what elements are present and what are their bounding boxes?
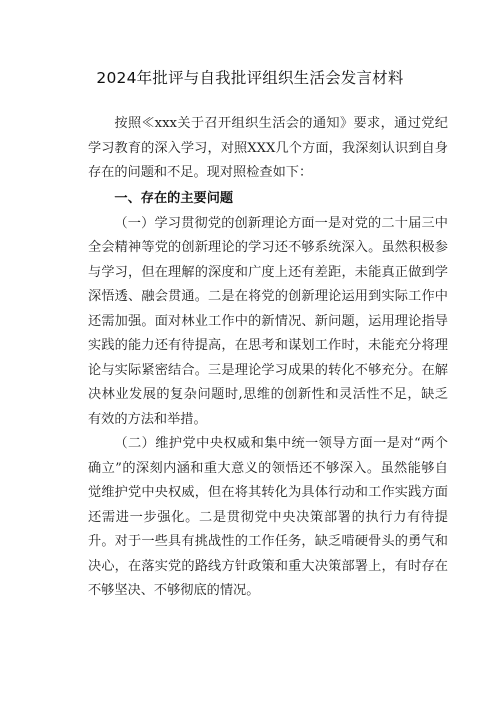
- problem-paragraph-1: （一）学习贯彻党的创新理论方面一是对党的二十届三中全会精神等党的创新理论的学习还不够系统深入。虽然积极参与学习，但在理解的深度和广度上还有差距，未能真正做到学深悟透、融会贯通。二是在将党的创新理论运用到实际工作中还需加强。面对林业工作中的新情况、新问题，运用理论指导实践的能力还有待提高，在思考和谋划工作时，未能充分将理论与实际紧密结合。三是理论学习成果的转化不够充分。在解决林业发展的复杂问题时,思维的创新性和灵活性不足，缺乏有效的方法和举措。: [88, 215, 448, 427]
- document-body: [88, 112, 448, 604]
- section-heading: 一、存在的主要问题: [114, 190, 234, 206]
- problem-paragraph-2: （二）维护党中央权威和集中统一领导方面一是对“两个确立”的深刻内涵和重大意义的领悟还不够深入。虽然能够自觉维护党中央权威，但在将其转化为具体行动和工作实践方面还需进一步强化。二是贯彻党中央决策部署的执行力有待提升。对于一些具有挑战性的工作任务，缺乏啃硬骨头的勇气和决心，在落实党的路线方针政策和重大决策部署上，有时存在不够坚决、不够彻底的情况。: [88, 436, 448, 598]
- document-title: 2024年批评与自我批评组织生活会发言材料: [96, 69, 404, 87]
- intro-paragraph: 按照≪xxx关于召开组织生活会的通知》要求，通过党纪学习教育的深入学习，对照XXX几个方面，我深刻认识到自身存在的问题和不足。现对照检查如下：: [88, 116, 448, 180]
